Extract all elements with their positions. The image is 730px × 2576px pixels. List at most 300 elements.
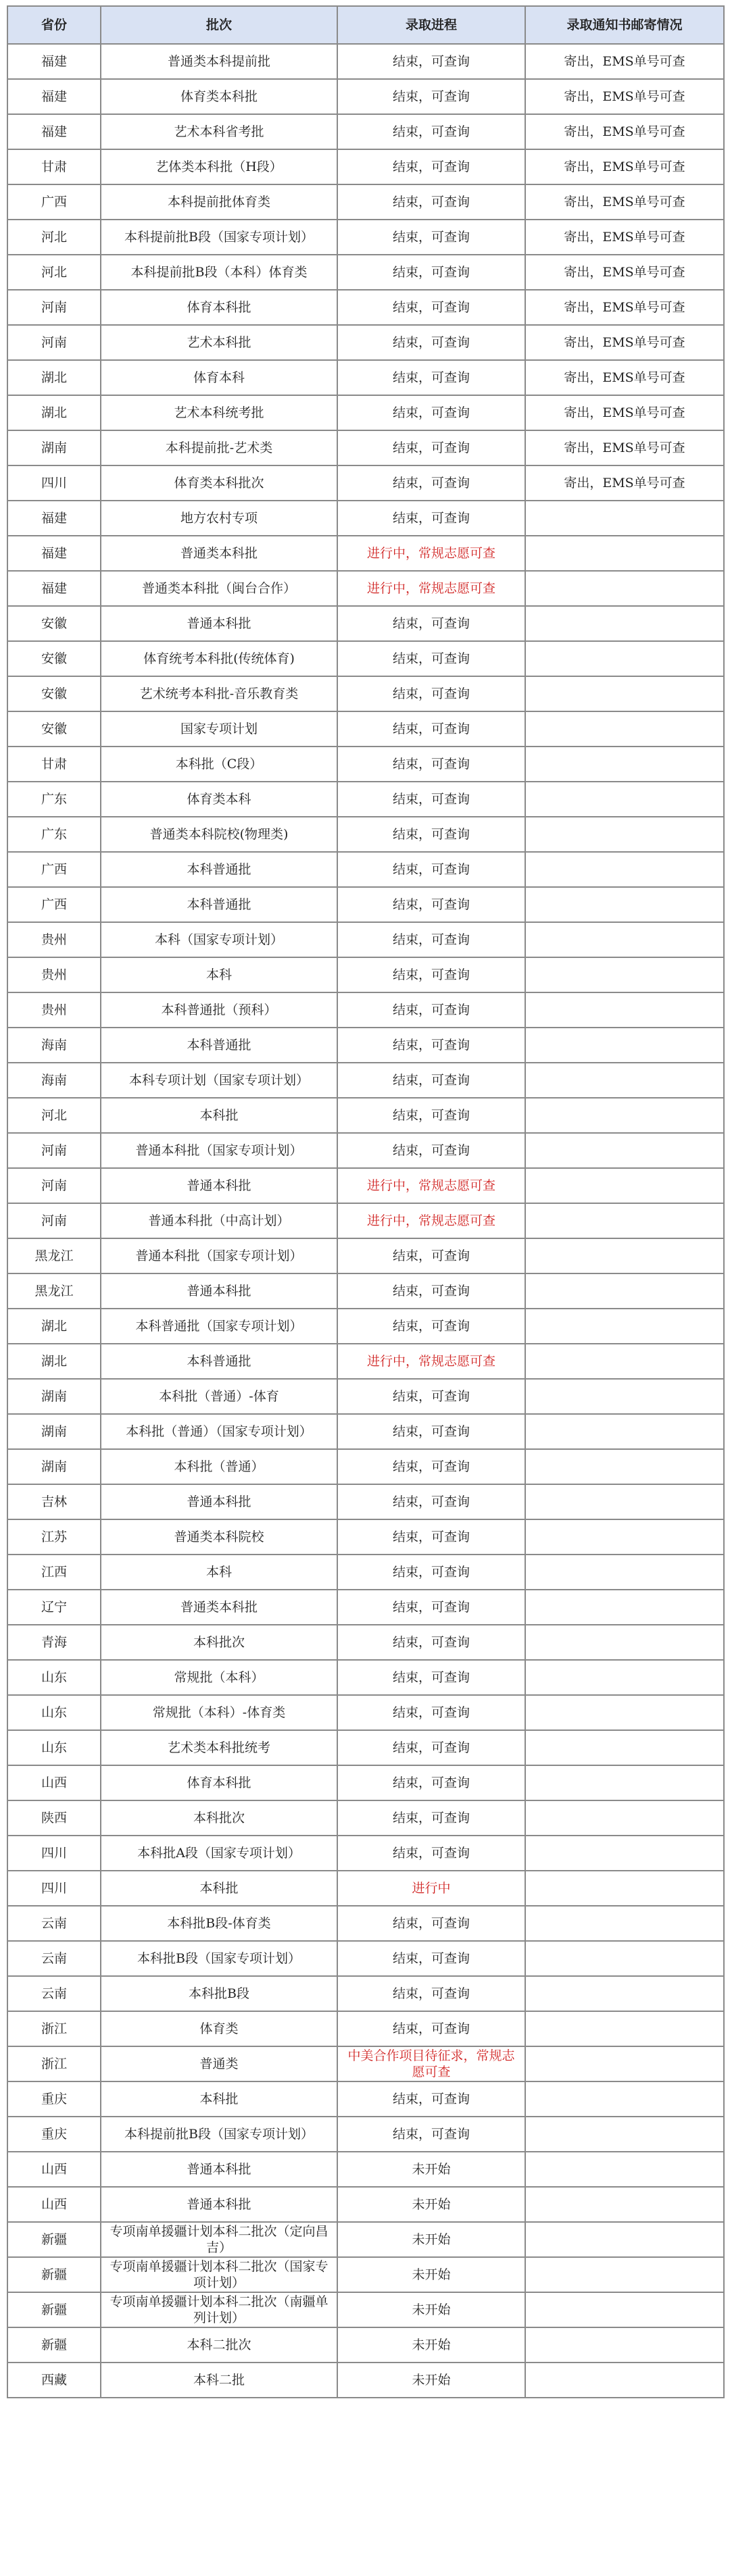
table-row — [7, 711, 724, 747]
cell-batch: 本科提前批B段（国家专项计划） — [101, 2117, 337, 2152]
cell-progress: 结束，可查询 — [337, 852, 525, 887]
cell-mail-status — [525, 2222, 724, 2257]
cell-batch: 普通类本科院校 — [101, 1519, 337, 1555]
table-row — [7, 1695, 724, 1730]
table-row — [7, 501, 724, 536]
cell-province: 湖北 — [7, 360, 101, 395]
table-row — [7, 1800, 724, 1836]
table-row — [7, 325, 724, 360]
table-row — [7, 44, 724, 79]
cell-progress: 进行中 — [337, 1871, 525, 1906]
cell-progress: 未开始 — [337, 2222, 525, 2257]
cell-mail-status — [525, 1976, 724, 2011]
cell-batch: 普通类 — [101, 2046, 337, 2081]
table-header — [7, 6, 724, 44]
table-row — [7, 149, 724, 184]
cell-mail-status — [525, 1063, 724, 1098]
cell-mail-status — [525, 1273, 724, 1309]
cell-batch: 普通类本科批 — [101, 536, 337, 571]
table-row — [7, 922, 724, 957]
cell-province: 重庆 — [7, 2117, 101, 2152]
cell-mail-status — [525, 1028, 724, 1063]
table-row — [7, 1344, 724, 1379]
cell-progress: 结束，可查询 — [337, 465, 525, 501]
cell-batch: 本科普通批（预科） — [101, 992, 337, 1028]
table-row — [7, 1098, 724, 1133]
cell-province: 广西 — [7, 184, 101, 220]
cell-batch: 普通本科批（中高计划） — [101, 1203, 337, 1238]
cell-batch: 本科普通批 — [101, 1028, 337, 1063]
cell-batch: 本科批（普通） — [101, 1449, 337, 1484]
cell-batch: 本科批A段（国家专项计划） — [101, 1836, 337, 1871]
cell-province: 湖北 — [7, 1344, 101, 1379]
cell-batch: 本科批（普通）（国家专项计划） — [101, 1414, 337, 1449]
cell-batch: 艺术本科统考批 — [101, 395, 337, 430]
cell-mail-status — [525, 2292, 724, 2327]
table-row — [7, 1765, 724, 1800]
cell-province: 山东 — [7, 1660, 101, 1695]
cell-batch: 体育类本科 — [101, 782, 337, 817]
cell-batch: 体育本科批 — [101, 290, 337, 325]
cell-progress: 结束，可查询 — [337, 1695, 525, 1730]
table-row — [7, 360, 724, 395]
table-row — [7, 852, 724, 887]
cell-progress: 结束，可查询 — [337, 1063, 525, 1098]
cell-progress: 结束，可查询 — [337, 2117, 525, 2152]
cell-mail-status — [525, 676, 724, 711]
cell-mail-status — [525, 957, 724, 992]
cell-progress: 结束，可查询 — [337, 44, 525, 79]
table-row — [7, 2327, 724, 2363]
table-row — [7, 1273, 724, 1309]
table-row — [7, 2187, 724, 2222]
cell-progress: 进行中，常规志愿可查 — [337, 536, 525, 571]
table-row — [7, 2081, 724, 2117]
cell-progress: 结束，可查询 — [337, 290, 525, 325]
cell-mail-status — [525, 817, 724, 852]
cell-progress: 结束，可查询 — [337, 747, 525, 782]
cell-province: 江苏 — [7, 1519, 101, 1555]
cell-province: 山西 — [7, 2152, 101, 2187]
cell-province: 河北 — [7, 220, 101, 255]
cell-mail-status — [525, 922, 724, 957]
table-row — [7, 2046, 724, 2081]
table-row — [7, 2222, 724, 2257]
cell-batch: 普通本科批（国家专项计划） — [101, 1238, 337, 1273]
cell-mail-status: 寄出，EMS单号可查 — [525, 395, 724, 430]
cell-batch: 本科（国家专项计划） — [101, 922, 337, 957]
table-row — [7, 290, 724, 325]
table-row — [7, 114, 724, 149]
cell-mail-status — [525, 887, 724, 922]
cell-progress: 结束，可查询 — [337, 1555, 525, 1590]
cell-progress: 结束，可查询 — [337, 79, 525, 114]
cell-mail-status — [525, 1098, 724, 1133]
cell-progress: 结束，可查询 — [337, 1484, 525, 1519]
cell-mail-status — [525, 501, 724, 536]
table-row — [7, 887, 724, 922]
cell-progress: 结束，可查询 — [337, 1379, 525, 1414]
table-row — [7, 1028, 724, 1063]
cell-batch: 普通本科批 — [101, 1273, 337, 1309]
cell-batch: 专项南单援疆计划本科二批次（国家专项计划） — [101, 2257, 337, 2292]
cell-progress: 结束，可查询 — [337, 887, 525, 922]
cell-progress: 结束，可查询 — [337, 501, 525, 536]
cell-progress: 结束，可查询 — [337, 1800, 525, 1836]
table-row — [7, 1906, 724, 1941]
cell-mail-status — [525, 1484, 724, 1519]
cell-mail-status — [525, 1379, 724, 1414]
table-row — [7, 536, 724, 571]
cell-province: 贵州 — [7, 992, 101, 1028]
cell-province: 山西 — [7, 1765, 101, 1800]
cell-province: 江西 — [7, 1555, 101, 1590]
cell-batch: 本科提前批B段（本科）体育类 — [101, 255, 337, 290]
cell-progress: 结束，可查询 — [337, 220, 525, 255]
cell-mail-status — [525, 2081, 724, 2117]
header-progress: 录取进程 — [337, 6, 525, 44]
cell-mail-status — [525, 1168, 724, 1203]
cell-mail-status — [525, 536, 724, 571]
cell-province: 福建 — [7, 536, 101, 571]
cell-progress: 结束，可查询 — [337, 1765, 525, 1800]
header-province: 省份 — [7, 6, 101, 44]
cell-province: 浙江 — [7, 2046, 101, 2081]
table-row — [7, 2292, 724, 2327]
cell-mail-status — [525, 1871, 724, 1906]
cell-progress: 结束，可查询 — [337, 1590, 525, 1625]
cell-mail-status — [525, 2327, 724, 2363]
cell-batch: 本科二批次 — [101, 2327, 337, 2363]
table-row — [7, 1871, 724, 1906]
table-row — [7, 1379, 724, 1414]
cell-mail-status — [525, 1133, 724, 1168]
cell-batch: 本科批（普通）-体育 — [101, 1379, 337, 1414]
cell-mail-status: 寄出，EMS单号可查 — [525, 79, 724, 114]
cell-batch: 本科普通批（国家专项计划） — [101, 1309, 337, 1344]
table-row — [7, 79, 724, 114]
cell-batch: 体育统考本科批(传统体育) — [101, 641, 337, 676]
cell-batch: 本科提前批体育类 — [101, 184, 337, 220]
cell-progress: 结束，可查询 — [337, 992, 525, 1028]
cell-progress: 结束，可查询 — [337, 1941, 525, 1976]
cell-batch: 本科批 — [101, 1098, 337, 1133]
cell-province: 河南 — [7, 290, 101, 325]
cell-province: 西藏 — [7, 2363, 101, 2398]
cell-mail-status — [525, 1625, 724, 1660]
cell-batch: 普通类本科提前批 — [101, 44, 337, 79]
cell-mail-status: 寄出，EMS单号可查 — [525, 255, 724, 290]
cell-batch: 本科专项计划（国家专项计划） — [101, 1063, 337, 1098]
cell-progress: 结束，可查询 — [337, 149, 525, 184]
cell-province: 河北 — [7, 1098, 101, 1133]
table-row — [7, 1555, 724, 1590]
cell-progress: 结束，可查询 — [337, 430, 525, 465]
cell-province: 湖南 — [7, 1449, 101, 1484]
table-row — [7, 571, 724, 606]
cell-province: 青海 — [7, 1625, 101, 1660]
cell-batch: 本科批 — [101, 2081, 337, 2117]
cell-progress: 结束，可查询 — [337, 1309, 525, 1344]
cell-province: 山西 — [7, 2187, 101, 2222]
cell-batch: 专项南单援疆计划本科二批次（南疆单列计划） — [101, 2292, 337, 2327]
table-row — [7, 1168, 724, 1203]
cell-mail-status: 寄出，EMS单号可查 — [525, 360, 724, 395]
cell-progress: 未开始 — [337, 2257, 525, 2292]
cell-batch: 普通类本科批 — [101, 1590, 337, 1625]
cell-batch: 本科普通批 — [101, 887, 337, 922]
cell-province: 重庆 — [7, 2081, 101, 2117]
cell-progress: 结束，可查询 — [337, 922, 525, 957]
cell-batch: 地方农村专项 — [101, 501, 337, 536]
table-row — [7, 1976, 724, 2011]
cell-batch: 普通本科批（国家专项计划） — [101, 1133, 337, 1168]
table-row — [7, 430, 724, 465]
cell-mail-status: 寄出，EMS单号可查 — [525, 114, 724, 149]
cell-batch: 专项南单援疆计划本科二批次（定向昌吉） — [101, 2222, 337, 2257]
table-row — [7, 2257, 724, 2292]
cell-batch: 本科二批 — [101, 2363, 337, 2398]
cell-progress: 结束，可查询 — [337, 606, 525, 641]
cell-progress: 结束，可查询 — [337, 114, 525, 149]
cell-province: 云南 — [7, 1941, 101, 1976]
cell-batch: 体育类 — [101, 2011, 337, 2046]
cell-progress: 未开始 — [337, 2363, 525, 2398]
cell-mail-status: 寄出，EMS单号可查 — [525, 430, 724, 465]
cell-batch: 艺术统考本科批-音乐教育类 — [101, 676, 337, 711]
cell-mail-status — [525, 2011, 724, 2046]
cell-batch: 本科提前批-艺术类 — [101, 430, 337, 465]
cell-mail-status — [525, 711, 724, 747]
cell-province: 广西 — [7, 887, 101, 922]
table-row — [7, 2011, 724, 2046]
cell-batch: 普通本科批 — [101, 2187, 337, 2222]
cell-progress: 结束，可查询 — [337, 1028, 525, 1063]
cell-mail-status — [525, 1519, 724, 1555]
cell-batch: 普通本科批 — [101, 606, 337, 641]
cell-province: 海南 — [7, 1063, 101, 1098]
table-row — [7, 957, 724, 992]
cell-batch: 本科批（C段） — [101, 747, 337, 782]
cell-progress: 结束，可查询 — [337, 957, 525, 992]
header-batch: 批次 — [101, 6, 337, 44]
table-row — [7, 220, 724, 255]
cell-mail-status: 寄出，EMS单号可查 — [525, 220, 724, 255]
cell-progress: 结束，可查询 — [337, 1238, 525, 1273]
cell-batch: 普通本科批 — [101, 1168, 337, 1203]
cell-batch: 本科批B段-体育类 — [101, 1906, 337, 1941]
cell-province: 湖北 — [7, 1309, 101, 1344]
cell-batch: 普通本科批 — [101, 1484, 337, 1519]
cell-progress: 未开始 — [337, 2152, 525, 2187]
cell-province: 吉林 — [7, 1484, 101, 1519]
cell-progress: 结束，可查询 — [337, 1625, 525, 1660]
cell-province: 湖南 — [7, 1414, 101, 1449]
cell-mail-status — [525, 1344, 724, 1379]
cell-batch: 体育类本科批 — [101, 79, 337, 114]
cell-province: 甘肃 — [7, 149, 101, 184]
cell-batch: 本科 — [101, 957, 337, 992]
cell-province: 贵州 — [7, 957, 101, 992]
cell-progress: 结束，可查询 — [337, 1660, 525, 1695]
table-row — [7, 255, 724, 290]
cell-province: 湖南 — [7, 430, 101, 465]
cell-mail-status — [525, 1590, 724, 1625]
cell-province: 山东 — [7, 1730, 101, 1765]
cell-progress: 进行中，常规志愿可查 — [337, 1203, 525, 1238]
table-body — [7, 44, 724, 2398]
cell-progress: 结束，可查询 — [337, 641, 525, 676]
cell-province: 山东 — [7, 1695, 101, 1730]
cell-mail-status: 寄出，EMS单号可查 — [525, 290, 724, 325]
cell-batch: 本科批B段（国家专项计划） — [101, 1941, 337, 1976]
table-row — [7, 1309, 724, 1344]
cell-province: 云南 — [7, 1976, 101, 2011]
cell-province: 福建 — [7, 501, 101, 536]
cell-batch: 普通类本科批（闽台合作） — [101, 571, 337, 606]
cell-mail-status — [525, 2187, 724, 2222]
cell-mail-status — [525, 1203, 724, 1238]
admission-progress-table — [7, 5, 725, 2398]
cell-progress: 中美合作项目待征求，常规志愿可查 — [337, 2046, 525, 2081]
cell-province: 福建 — [7, 79, 101, 114]
table-row — [7, 1625, 724, 1660]
cell-progress: 未开始 — [337, 2292, 525, 2327]
cell-batch: 国家专项计划 — [101, 711, 337, 747]
cell-province: 新疆 — [7, 2327, 101, 2363]
cell-progress: 结束，可查询 — [337, 1098, 525, 1133]
cell-mail-status — [525, 1800, 724, 1836]
cell-batch: 本科批次 — [101, 1800, 337, 1836]
cell-progress: 结束，可查询 — [337, 255, 525, 290]
table-row — [7, 1238, 724, 1273]
cell-progress: 进行中，常规志愿可查 — [337, 1168, 525, 1203]
cell-province: 新疆 — [7, 2292, 101, 2327]
cell-batch: 常规批（本科） — [101, 1660, 337, 1695]
table-row — [7, 747, 724, 782]
table-row — [7, 465, 724, 501]
cell-mail-status: 寄出，EMS单号可查 — [525, 44, 724, 79]
header-row — [7, 6, 724, 44]
cell-mail-status: 寄出，EMS单号可查 — [525, 465, 724, 501]
cell-mail-status — [525, 1906, 724, 1941]
table-row — [7, 1730, 724, 1765]
cell-mail-status — [525, 782, 724, 817]
table-row — [7, 817, 724, 852]
table-row — [7, 1590, 724, 1625]
cell-progress: 结束，可查询 — [337, 1976, 525, 2011]
header-mail-status: 录取通知书邮寄情况 — [525, 6, 724, 44]
table-row — [7, 2117, 724, 2152]
cell-mail-status — [525, 606, 724, 641]
cell-batch: 体育本科批 — [101, 1765, 337, 1800]
table-row — [7, 992, 724, 1028]
cell-batch: 本科普通批 — [101, 852, 337, 887]
cell-progress: 未开始 — [337, 2327, 525, 2363]
cell-province: 四川 — [7, 1871, 101, 1906]
table-row — [7, 1414, 724, 1449]
table-row — [7, 1519, 724, 1555]
cell-mail-status — [525, 1555, 724, 1590]
cell-province: 河南 — [7, 1203, 101, 1238]
table-row — [7, 2152, 724, 2187]
cell-mail-status: 寄出，EMS单号可查 — [525, 184, 724, 220]
cell-province: 海南 — [7, 1028, 101, 1063]
cell-batch: 艺体类本科批（H段） — [101, 149, 337, 184]
cell-progress: 结束，可查询 — [337, 1730, 525, 1765]
cell-progress: 结束，可查询 — [337, 2081, 525, 2117]
table-row — [7, 1203, 724, 1238]
cell-batch: 本科提前批B段（国家专项计划） — [101, 220, 337, 255]
table-row — [7, 606, 724, 641]
cell-batch: 普通类本科院校(物理类) — [101, 817, 337, 852]
cell-batch: 本科批B段 — [101, 1976, 337, 2011]
cell-province: 湖南 — [7, 1379, 101, 1414]
cell-province: 安徽 — [7, 606, 101, 641]
cell-mail-status — [525, 2152, 724, 2187]
cell-province: 河南 — [7, 325, 101, 360]
cell-progress: 结束，可查询 — [337, 360, 525, 395]
cell-province: 安徽 — [7, 676, 101, 711]
table-row — [7, 1660, 724, 1695]
cell-mail-status — [525, 1836, 724, 1871]
table-row — [7, 1133, 724, 1168]
cell-progress: 结束，可查询 — [337, 184, 525, 220]
cell-province: 河南 — [7, 1168, 101, 1203]
table-row — [7, 1836, 724, 1871]
cell-progress: 进行中，常规志愿可查 — [337, 1344, 525, 1379]
cell-province: 甘肃 — [7, 747, 101, 782]
cell-progress: 结束，可查询 — [337, 2011, 525, 2046]
table-row — [7, 1484, 724, 1519]
table-row — [7, 1449, 724, 1484]
cell-province: 黑龙江 — [7, 1238, 101, 1273]
cell-progress: 结束，可查询 — [337, 1519, 525, 1555]
cell-batch: 艺术本科批 — [101, 325, 337, 360]
cell-batch: 普通本科批 — [101, 2152, 337, 2187]
cell-progress: 结束，可查询 — [337, 1449, 525, 1484]
table-row — [7, 395, 724, 430]
cell-province: 云南 — [7, 1906, 101, 1941]
cell-province: 辽宁 — [7, 1590, 101, 1625]
cell-progress: 结束，可查询 — [337, 1133, 525, 1168]
cell-province: 广西 — [7, 852, 101, 887]
cell-progress: 结束，可查询 — [337, 395, 525, 430]
cell-province: 安徽 — [7, 641, 101, 676]
table-row — [7, 782, 724, 817]
cell-province: 陕西 — [7, 1800, 101, 1836]
cell-province: 贵州 — [7, 922, 101, 957]
cell-province: 四川 — [7, 1836, 101, 1871]
cell-mail-status: 寄出，EMS单号可查 — [525, 325, 724, 360]
cell-mail-status — [525, 1695, 724, 1730]
cell-mail-status — [525, 1238, 724, 1273]
cell-batch: 艺术类本科批统考 — [101, 1730, 337, 1765]
cell-mail-status: 寄出，EMS单号可查 — [525, 149, 724, 184]
cell-batch: 本科批次 — [101, 1625, 337, 1660]
cell-batch: 本科批 — [101, 1871, 337, 1906]
cell-batch: 艺术本科省考批 — [101, 114, 337, 149]
cell-mail-status — [525, 1414, 724, 1449]
cell-progress: 结束，可查询 — [337, 782, 525, 817]
table-row — [7, 641, 724, 676]
cell-progress: 结束，可查询 — [337, 817, 525, 852]
cell-mail-status — [525, 2257, 724, 2292]
cell-batch: 本科 — [101, 1555, 337, 1590]
cell-mail-status — [525, 852, 724, 887]
cell-province: 新疆 — [7, 2257, 101, 2292]
cell-progress: 结束，可查询 — [337, 711, 525, 747]
